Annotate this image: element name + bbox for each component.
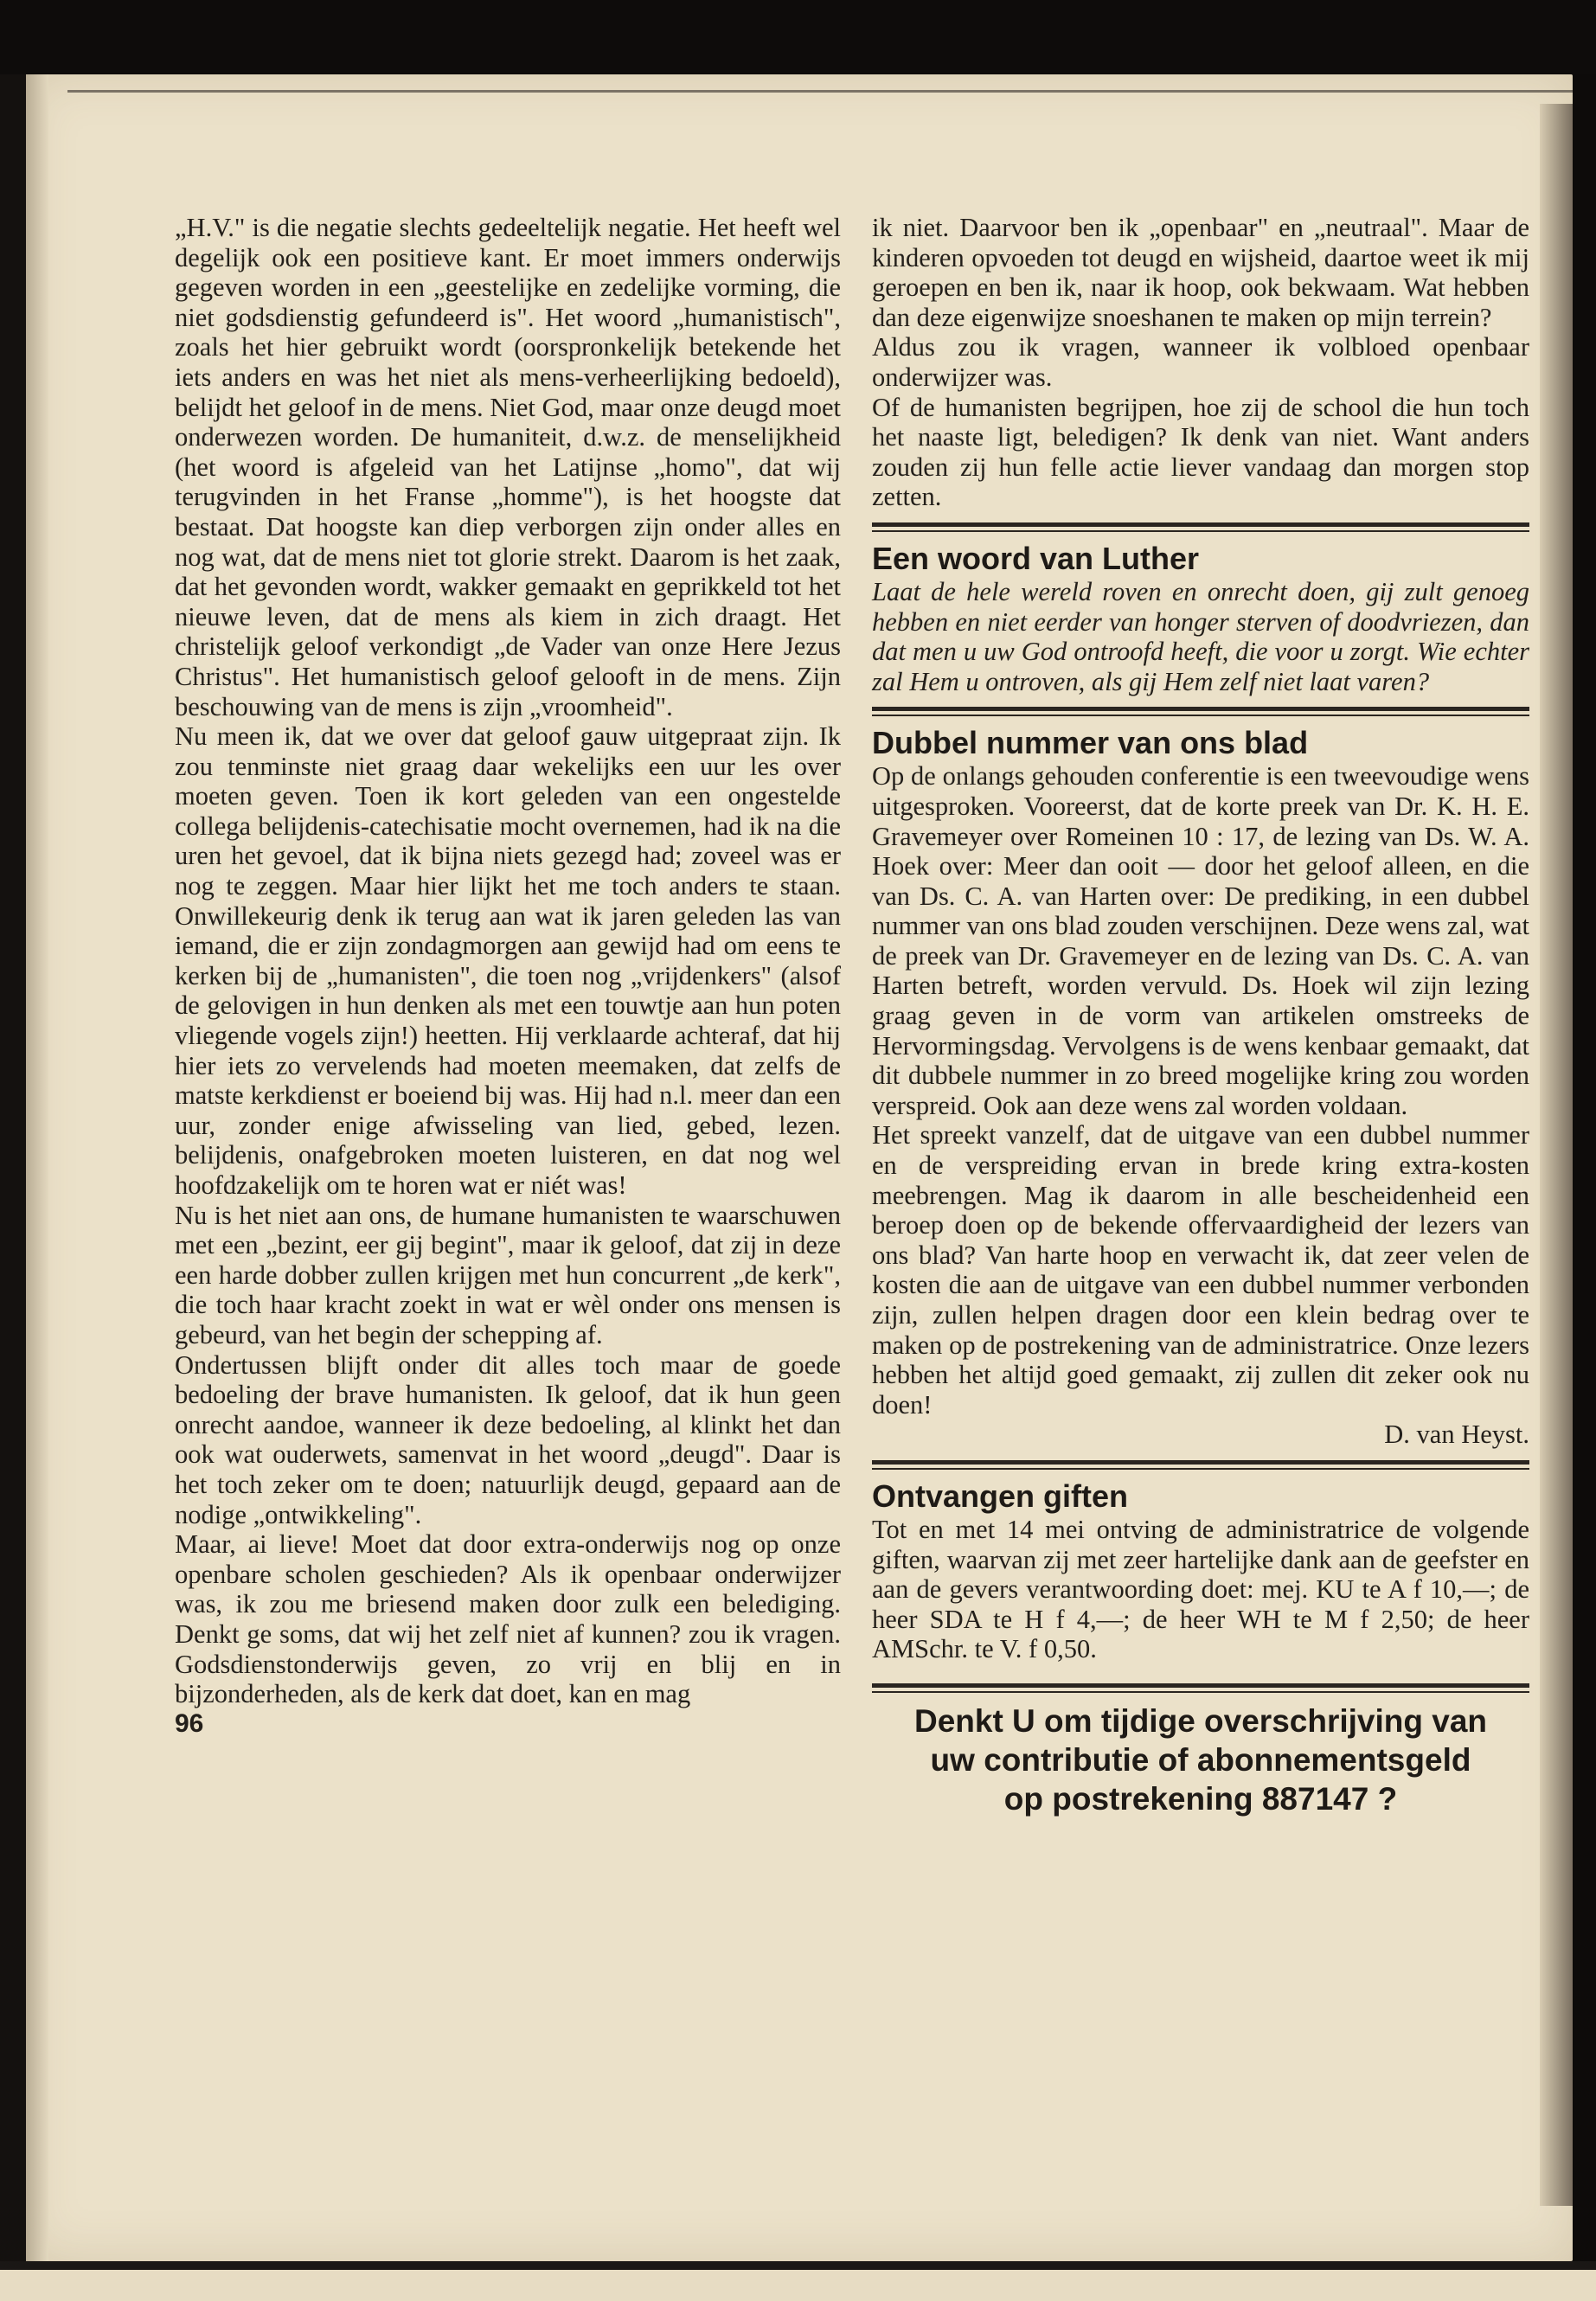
giften-heading: Ontvangen giften: [872, 1477, 1128, 1514]
page-gutter-shadow: [1540, 104, 1573, 2206]
left-paragraph-1: „H.V." is die negatie slechts gedeeltelijk negatie. Het heeft wel degelijk ook een positieve kant. Er moet immers onderwijs gegeven worden in een „geestelijke en zedelijke vorming, die niet godsdienstig gefundeerd is". Het woord „humanistisch", zoals het hier gebruikt wordt (oorspronkelijk betekende het iets anders en was het niet als mens-verheerlijking bedoeld), belijdt het geloof in de mens. Niet God, maar onze deugd moet onderwezen worden. De humaniteit, d.w.z. de menselijkheid (het woord is afgeleid van het Latijnse „homo", dat wij terugvinden in het Franse „homme"), is het hoogste dat bestaat. Dat hoogste kan diep verborgen zijn onder alles en nog wat, dat de mens niet tot glorie strekt. Daarom is het zaak, dat het gevonden wordt, wakker gemaakt en geprikkeld tot het nieuwe leven, dat de mens als kiem in zich draagt. Het christelijk geloof verkondigt „de Vader van onze Here Jezus Christus". Het humanistisch geloof gelooft in de mens. Zijn beschouwing van de mens is zijn „vroomheid".: [175, 213, 841, 721]
luther-quote: Laat de hele wereld roven en onrecht doen, gij zult genoeg hebben en niet eerder van honger sterven of doodvriezen, dan dat men u uw God ontroofd heeft, die voor u zorgt. Wie echter zal Hem u ontroven, als gij Hem zelf niet laat varen?: [872, 576, 1529, 696]
right-paragraph-2: Aldus zou ik vragen, wanneer ik volbloed openbaar onderwijzer was.: [872, 332, 1529, 392]
right-paragraph-1: ik niet. Daarvoor ben ik „openbaar" en „neutraal". Maar de kinderen opvoeden tot deugd en wijsheid, daartoe weet ik mij geroepen en ben ik, naar ik hoop, ook bekwaam. Wat hebben dan deze eigenwijze snoeshanen te maken op mijn terrein?: [872, 213, 1529, 332]
section-divider-thick: [872, 522, 1529, 527]
page-left-edge: [26, 74, 48, 2261]
right-paragraph-3: Of de humanisten begrijpen, hoe zij de school die hun toch het naaste ligt, beledigen? Ik denk van niet. Want anders zouden zij hun felle actie liever vandaag dan morgen stop zetten.: [872, 392, 1529, 512]
left-paragraph-2: Nu meen ik, dat we over dat geloof gauw uitgepraat zijn. Ik zou tenminste niet graag daar wekelijks een uur les over moeten geven. Toen ik kort geleden van een ongestelde collega belijdenis-catechisatie mocht overnemen, had ik na die uren het gevoel, dat ik bijna niets gezegd had; zoveel was er nog te zeggen. Maar hier lijkt het me toch anders te staan. Onwillekeurig denk ik terug aan wat ik jaren geleden las van iemand, die er zijn zondagmorgen aan gewijd had om eens te kerken bij de „humanisten", die toen nog „vrijdenkers" (alsof de gelovigen in hun denken als met een touwtje aan hun poten vliegende vogels zijn!) heetten. Hij verklaarde achteraf, dat hij hier iets zo vervelends had moeten meemaken, dat zelfs de matste kerkdienst er boeiend bij was. Hij had n.l. meer dan een uur, zonder enige afwisseling van lied, gebed, lezen. belijdenis, onafgebroken moeten luisteren, en dat nog wel hoofdzakelijk om te horen wat er niét was!: [175, 721, 841, 1200]
luther-heading: Een woord van Luther: [872, 540, 1200, 576]
page-number: 96: [175, 1708, 204, 1738]
section-divider-thin: [872, 715, 1529, 716]
section-divider-thick: [872, 707, 1529, 711]
notice-line-2: uw contributie of abonnementsgeld: [930, 1741, 1471, 1778]
section-divider-thin: [872, 1468, 1529, 1470]
left-paragraph-3: Nu is het niet aan ons, de humane humanisten te waarschuwen met een „bezint, eer gij begint", maar ik geloof, dat zij in deze een harde dobber zullen krijgen met hun concurrent „de kerk", die toch haar kracht zoekt in wat er wèl onder ons mensen is gebeurd, van het begin der schepping af.: [175, 1200, 841, 1349]
dubbel-paragraph-2: Het spreekt vanzelf, dat de uitgave van een dubbel nummer en de verspreiding ervan in brede kring extra-kosten meebrengen. Mag ik daarom in alle bescheidenheid een beroep doen op de bekende offervaardigheid der lezers van ons blad? Van harte hoop en verwacht ik, dat zeer velen de kosten die aan de uitgave van een dubbel nummer verbonden zijn, zullen helpen dragen door een klein bedrag over te maken op de postrekening van de administratrice. Onze lezers hebben het altijd goed gemaakt, zij zullen dit zeker ook nu doen!: [872, 1120, 1529, 1420]
section-divider-thin: [872, 530, 1529, 532]
page-top-rule: [67, 90, 1573, 93]
section-divider-thick: [872, 1460, 1529, 1465]
dubbel-heading: Dubbel nummer van ons blad: [872, 725, 1309, 761]
notice-line-3: op postrekening 887147 ?: [1003, 1780, 1398, 1817]
left-paragraph-5: Maar, ai lieve! Moet dat door extra-onderwijs nog op onze openbare scholen geschieden? Als ik openbaar onderwijzer was, ik zou me briesend maken door zulk een belediging. Denkt ge soms, dat wij het zelf niet af kunnen? zou ik vragen. Godsdienstonderwijs geven, zo vrij en blij en in bijzonderheden, als de kerk dat doet, kan en mag: [175, 1529, 841, 1709]
left-column: [175, 213, 841, 1739]
section-divider-thick: [872, 1683, 1529, 1688]
scan-top-border: [0, 0, 1596, 74]
book-spine: [1573, 74, 1596, 2261]
scan-bottom-border: [0, 2261, 1596, 2301]
payment-notice: [872, 1702, 1529, 1818]
signature: D. van Heyst.: [1384, 1420, 1529, 1450]
dubbel-paragraph-1: Op de onlangs gehouden conferentie is een tweevoudige wens uitgesproken. Vooreerst, dat de korte preek van Dr. K. H. E. Gravemeyer over Romeinen 10 : 17, de lezing van Ds. W. A. Hoek over: Meer dan ooit — door het geloof alleen, en die van Ds. C. A. van Harten over: De prediking, in een dubbel nummer van ons blad zouden verschijnen. Deze wens zal, wat de preek van Dr. Gravemeyer en de lezing van Ds. C. A. van Harten betreft, worden vervuld. Ds. Hoek wil zijn lezing graag geven in de vorm van artikelen omstreeks de Hervormingsdag. Vervolgens is de wens kenbaar gemaakt, dat dit dubbele nummer in zo breed mogelijke kring zou worden verspreid. Ook aan deze wens zal worden voldaan.: [872, 761, 1529, 1120]
section-divider-thin: [872, 1691, 1529, 1693]
giften-paragraph: Tot en met 14 mei ontving de administratrice de volgende giften, waarvan zij met zeer hartelijke dank aan de geefster en aan de gevers verantwoording doet: mej. KU te A f 10,—; de heer SDA te H f 4,—; de heer WH te M f 2,50; de heer AMSchr. te V. f 0,50.: [872, 1514, 1529, 1664]
right-column: [872, 213, 1529, 1818]
left-paragraph-4: Ondertussen blijft onder dit alles toch maar de goede bedoeling der brave humanisten. Ik geloof, dat ik hun geen onrecht aandoe, wanneer ik deze bedoeling, al klinkt het dan ook wat ouderwets, samenvat in het woord „deugd". Daar is het toch zeker om te doen; natuurlijk deugd, gepaard aan de nodige „ontwikkeling".: [175, 1349, 841, 1529]
notice-line-1: Denkt U om tijdige overschrijving van: [913, 1702, 1488, 1739]
